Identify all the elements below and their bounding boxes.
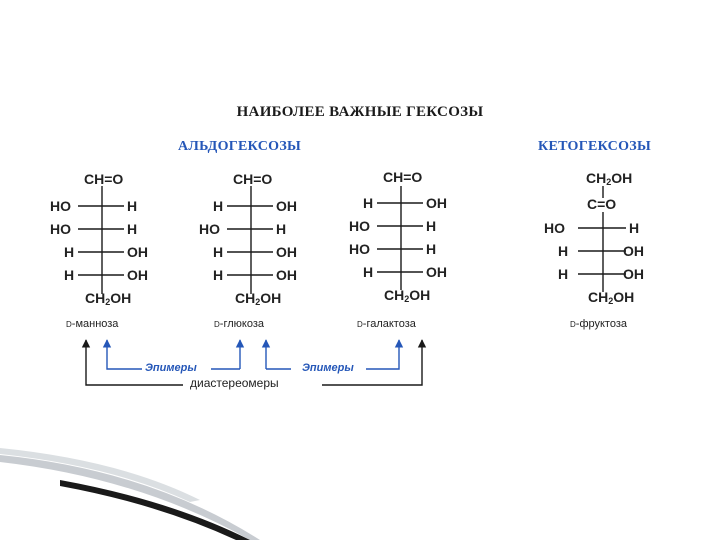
fructose-name: D-фруктоза	[570, 318, 627, 330]
glucose-c5-left: H	[213, 267, 224, 283]
fructose-ketone: C=O	[587, 196, 617, 212]
mannose-c4-right: OH	[127, 244, 148, 260]
mannose-c2-right: H	[127, 198, 138, 214]
glucose-c4-left: H	[213, 244, 224, 260]
mannose-aldehyde: CH=O	[84, 171, 124, 187]
glucose-c2-right: OH	[276, 198, 297, 214]
fructose-c3-left: HO	[544, 220, 565, 236]
glucose-name: D-глюкоза	[214, 318, 264, 330]
galactose-c4-left: HO	[349, 241, 370, 257]
fructose-c5-left: H	[558, 266, 569, 282]
mannose-c5-right: OH	[127, 267, 148, 283]
glucose-c4-right: OH	[276, 244, 297, 260]
glucose-c3-right: H	[276, 221, 287, 237]
galactose-c2-right: OH	[426, 195, 447, 211]
epimers-label-right: Эпимеры	[302, 362, 354, 374]
mannose-c5-left: H	[64, 267, 75, 283]
mannose-c3-left: HO	[50, 221, 71, 237]
galactose-c2-left: H	[363, 195, 374, 211]
fructose-c4-left: H	[558, 243, 569, 259]
mannose-ch2oh: $CH_2OH$	[85, 290, 132, 307]
mannose-name: D-манноза	[66, 318, 119, 330]
glucose-aldehyde: CH=O	[233, 171, 273, 187]
page-title: НАИБОЛЕЕ ВАЖНЫЕ ГЕКСОЗЫ	[236, 104, 484, 120]
fructose-c6-ch2oh: $CH_2OH$	[588, 289, 635, 306]
galactose-c5-right: OH	[426, 264, 447, 280]
fructose-c1-ch2oh: $CH_2OH$	[586, 170, 633, 187]
mannose-c3-right: H	[127, 221, 138, 237]
galactose-name: D-галактоза	[357, 318, 416, 330]
decorative-swoosh	[0, 448, 260, 540]
glucose-c5-right: OH	[276, 267, 297, 283]
galactose-c4-right: H	[426, 241, 437, 257]
mannose-c2-left: HO	[50, 198, 71, 214]
galactose-c5-left: H	[363, 264, 374, 280]
galactose-c3-right: H	[426, 218, 437, 234]
galactose-c3-left: HO	[349, 218, 370, 234]
mannose-skeleton	[78, 186, 124, 294]
fructose-c3-right: H	[629, 220, 640, 236]
galactose-skeleton	[377, 186, 423, 290]
diastereomers-label: диастереомеры	[190, 376, 279, 390]
glucose-c2-left: H	[213, 198, 224, 214]
galactose-aldehyde: CH=O	[383, 169, 423, 185]
ketohexoses-heading: КЕТОГЕКСОЗЫ	[538, 139, 652, 154]
aldohexoses-heading: АЛЬДОГЕКСОЗЫ	[178, 139, 302, 154]
glucose-ch2oh: $CH_2OH$	[235, 290, 282, 307]
glucose-c3-left: HO	[199, 221, 220, 237]
galactose-ch2oh: $CH_2OH$	[384, 287, 431, 304]
epimers-label-left: Эпимеры	[145, 362, 197, 374]
mannose-c4-left: H	[64, 244, 75, 260]
glucose-skeleton	[227, 186, 273, 294]
fructose-c5-right: OH	[623, 266, 644, 282]
fructose-c4-right: OH	[623, 243, 644, 259]
